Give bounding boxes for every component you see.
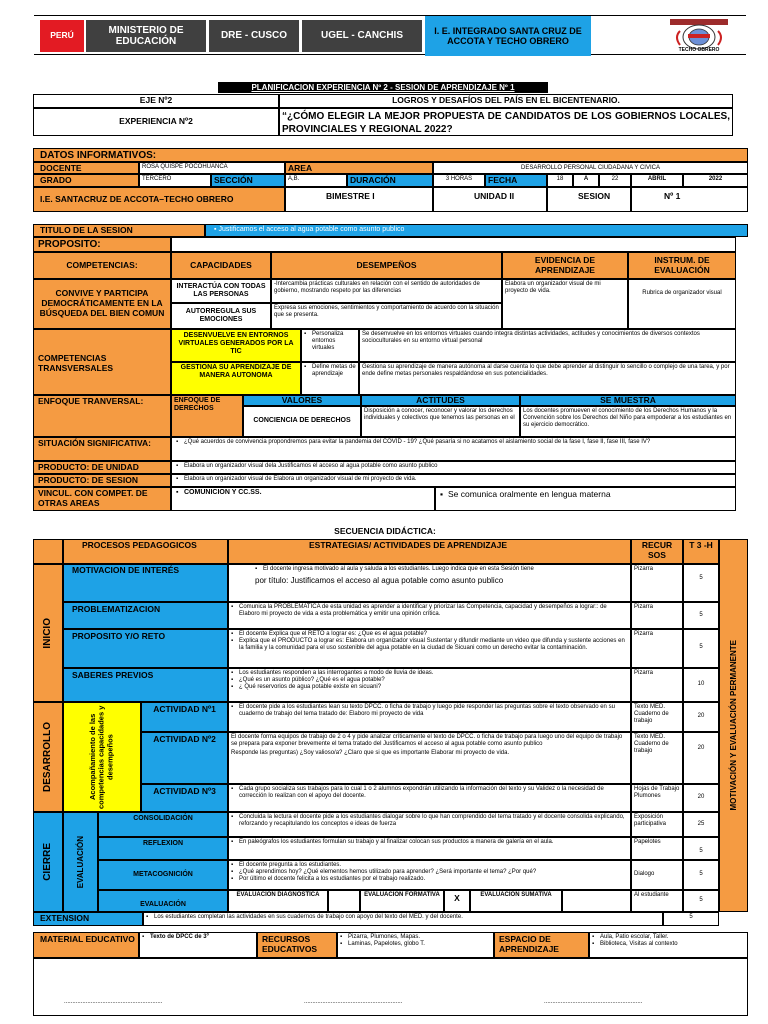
recursos-value1: ▪ Pizarra, Plumones, Mapas. (340, 934, 491, 941)
row-act1-rec: Texto MED. Cuaderno de trabajo (631, 702, 683, 732)
transversales-label: COMPETENCIAS TRANSVERSALES (33, 329, 171, 395)
duracion-value: 3 HORAS (433, 174, 485, 187)
h-desempenos: DESEMPEÑOS (271, 252, 502, 279)
situacion-value (171, 437, 736, 461)
unidad: UNIDAD II (433, 187, 547, 212)
h-capacidades: CAPACIDADES (171, 252, 271, 279)
row-motivacion-text1: ▪ El docente ingresa motivado al aula y saluda a los estudiantes. Luego indica que en esta Sesión tiene (255, 566, 628, 573)
row-reflexion-text1: ▪ En paleógrafos los estudiantes formulan su trabajo y al finalizar colocan sus productos a manera de galería en el aula. (231, 839, 628, 846)
instrum-1: Rubrica de organizador visual (628, 279, 736, 329)
row-motivacion-t: 5 (683, 564, 719, 602)
row-consolidacion-text (228, 812, 631, 837)
row-metacognicion-rec: Dialogo (631, 860, 683, 890)
h-competencias: COMPETENCIAS: (33, 252, 171, 279)
vincul-se-comunica-text: ▪ Se comunica oralmente en lengua materna (440, 490, 733, 500)
eval-x-mark: X (444, 890, 470, 912)
h-muestra: SE MUESTRA (520, 395, 736, 406)
titulo-sesion-value: ▪ Justificamos el acceso al agua potable como asunto publico (205, 224, 748, 237)
material-value (139, 932, 257, 958)
school-logo (666, 17, 732, 55)
cap-desenvuelve: DESENVUELVE EN ENTORNOS VIRTUALES GENERADOS POR LA TIC (171, 329, 301, 362)
espacio-value2: ▪ Biblioteca, Visitas al contexto (592, 941, 745, 948)
row-act1-text1: ▪ El docente pide a los estudiantes lean su texto DPCC. o ficha de trabajo y luego pide responder las preguntas sobre el texto observado en su cuaderno de trabajo del tema tratado de: Elaboro mi proyecto de vida (231, 704, 628, 718)
enfoque-label: ENFOQUE TRANVERSAL: (33, 395, 171, 437)
row-act3-text1: ▪ Cada grupo socializa sus trabajos para lo cual 1 o 2 alumnos expondrán utilizando la información del texto y su Validez o la necesidad de corrección lo realizan con el apoyo del docente. (231, 786, 628, 800)
seq-h-estrategias: ESTRATEGIAS/ ACTIVIDADES DE APRENDIZAJE (228, 539, 631, 564)
cap-autorregula: AUTORREGULA SUS EMOCIONES (171, 303, 271, 329)
ugel-label: UGEL - CANCHIS (302, 20, 422, 52)
h-evidencia: EVIDENCIA DE APRENDIZAJE (502, 252, 628, 279)
eval-diagnostica: EVALUACION DIAGNOSTICA (228, 890, 328, 912)
cap-gestiona: GESTIONA SU APRENDIZAJE DE MANERA AUTONOMA (171, 362, 301, 395)
row-problematizacion-t: 5 (683, 602, 719, 629)
fecha-dia: 18 (547, 174, 573, 187)
firma-line-1: ........................................................... (64, 999, 163, 1005)
area-value: DESARROLLO PERSONAL CIUDADANA Y CIVICA (433, 162, 748, 174)
des-intercambia: -Intercambia prácticas culturales en relación con el sentido de autoridades de gobierno, mostrando respeto por las diferencias (271, 279, 502, 303)
docente-value: ROSA QUISPE POCOHUANCA (139, 162, 285, 174)
row-motivacion-text (228, 564, 631, 602)
header-bar (34, 15, 746, 55)
eje-label: EJE Nº2 (33, 94, 279, 108)
item-personaliza-text: ▪ Personaliza entornos virtuales (304, 331, 356, 352)
actitud-text: Disposición a conocer, reconocer y valorar los derechos individuales y colectivos que tenemos las personas en el (361, 406, 520, 437)
peru-label: PERÚ (40, 20, 84, 52)
producto-unidad-label: PRODUCTO: DE UNIDAD (33, 461, 171, 474)
row-metacognicion-text1: ▪ El docente pregunta a los estudiantes. (231, 862, 628, 869)
row-reflexion-label: REFLEXION (98, 837, 228, 860)
des-expresa: Expresa sus emociones, sentimientos y comportamiento de acuerdo con la situación que se presenta. (271, 303, 502, 329)
phase-cierre (33, 812, 63, 912)
firma-line-2: ........................................................... (304, 999, 403, 1005)
row-extension-label: EXTENSION (33, 912, 143, 926)
h-actitudes: ACTITUDES (361, 395, 520, 406)
material-label: MATERIAL EDUCATIVO (33, 932, 139, 958)
eval-diag-box (328, 890, 360, 912)
row-act3-label: ACTIVIDAD Nº3 (141, 784, 228, 812)
datos-heading: DATOS INFORMATIVOS: (33, 148, 748, 162)
row-motivacion-rec: Pizarra (631, 564, 683, 602)
row-saberes-t: 10 (683, 668, 719, 702)
ministerio-label: MINISTERIO DE EDUCACIÓN (86, 20, 206, 52)
row-metacognicion-text2: ▪ ¿Qué aprendimos hoy? ¿Qué elementos hemos utilizado para aprender? ¿Será importante el tema? ¿Por qué? (231, 869, 628, 876)
situacion-text: ▪ ¿Qué acuerdos de convivencia propondremos para evitar la pandemia del COVID - 19? ¿Qué pasaría si no acatamos el aislamiento social de la fase I, fase II, fase III, fase IV? (176, 439, 733, 446)
producto-unidad-value (171, 461, 736, 474)
item-define (301, 362, 359, 395)
row-reflexion-t: 5 (683, 837, 719, 860)
sesion-value: Nº 1 (631, 187, 748, 212)
enfoque-derechos: ENFOQUE DE DERECHOS (171, 395, 243, 437)
fecha-anio: 2022 (683, 174, 748, 187)
des-desenvuelve: Se desenvuelve en los entornos virtuales cuando integra distintas actividades, actitudes y conocimientos de diversos contextos socioculturales en su entorno virtual personal (359, 329, 736, 362)
row-consolidacion-label: CONSOLIDACIÓN (98, 812, 228, 837)
proposito-value (171, 237, 736, 252)
secuencia-title: SECUENCIA DIDÁCTICA: (334, 526, 436, 536)
row-extension-t: 5 (663, 912, 719, 926)
producto-unidad-text: ▪ Elabora un organizador visual dela Justificamos el acceso al agua potable como asunto publico (176, 463, 733, 470)
row-saberes-text2: ▪ ¿Qué es un asunto público? ¿Qué es el agua potable? (231, 677, 628, 684)
row-saberes-text1: ▪ Los estudiantes responden a las interrogantes a modo de lluvia de ideas. (231, 670, 628, 677)
espacio-label: ESPACIO DE APRENDIZAJE (494, 932, 589, 958)
row-metacognicion-label: METACOGNICIÓN (98, 860, 228, 890)
row-evaluacion-rec: Al estudiante (631, 890, 683, 912)
seccion-label: SECCIÓN (211, 174, 285, 187)
muestra-text: Los docentes promueven el conocimiento de los Derechos Humanos y la Convención sobre los Derechos del Niño para empoderar a los estudiantes en su ejercicio democrático. (520, 406, 736, 437)
producto-sesion-text: ▪ Elabora un organizador visual de Elabora un organizador visual de mi proyecto de vida. (176, 476, 733, 483)
producto-sesion-label: PRODUCTO: DE SESION (33, 474, 171, 487)
fecha-a: A (573, 174, 599, 187)
row-saberes-rec: Pizarra (631, 668, 683, 702)
recursos-value2: ▪ Laminas, Papelotes, globo T. (340, 941, 491, 948)
row-act2-text1: El docente forma equipos de trabajo de 2 o 4 y pide analizar críticamente el texto de DPCC. o ficha de trabajo para luego uno del equipo de trabajo se prepara para exponer brevemente el tema tratado del Justificamos el acceso al agua potable como asunto publico (231, 734, 623, 747)
row-saberes-text (228, 668, 631, 702)
row-extension-text (143, 912, 663, 926)
duracion-label: DURACIÓN (347, 174, 433, 187)
row-proposito-t: 5 (683, 629, 719, 668)
item-define-text: ▪ Define metas de aprendizaje (304, 364, 356, 378)
row-consolidacion-t: 25 (683, 812, 719, 837)
phase-desarrollo (33, 702, 63, 812)
des-gestiona: Gestiona su aprendizaje de manera autónoma al darse cuenta lo que debe aprender al distinguir lo sencillo o complejo de una tarea, y por ende define metas personales respaldándose en sus potencialidades. (359, 362, 736, 395)
phase-inicio-text: INICIO (42, 617, 54, 649)
espacio-value (589, 932, 748, 958)
row-proposito-text (228, 629, 631, 668)
recursos-value (337, 932, 494, 958)
row-saberes-label: SABERES PREVIOS (63, 668, 228, 702)
phase-cierre-text: CIERRE (42, 843, 54, 881)
row-motivacion-label: MOTIVACION DE INTERÉS (63, 564, 228, 602)
row-problematizacion-text (228, 602, 631, 629)
firma-line-3: ........................................................... (544, 999, 643, 1005)
eval-formativa: EVALUACION FORMATIVA (360, 890, 444, 912)
seccion-value: A,B. (285, 174, 347, 187)
page-title: PLANIFICACION EXPERIENCIA Nº 2 - SESION DE APRENDIZAJE Nº 1 (218, 82, 548, 93)
row-act2-rec: Texto MED. Cuaderno de trabajo (631, 732, 683, 784)
row-reflexion-text (228, 837, 631, 860)
row-act1-t: 20 (683, 702, 719, 732)
row-metacognicion-t: 5 (683, 860, 719, 890)
row-proposito-text1: ▪ El docente Explica que el RETO a lograr es: ¿Que es el agua potable? (231, 631, 628, 638)
logo-text: TECHO OBRERO (678, 47, 720, 53)
row-act3-t: 20 (683, 784, 719, 812)
dre-label: DRE - CUSCO (209, 20, 299, 52)
area-label: AREA (285, 162, 433, 174)
row-act2-text2: Responde las preguntas) ¿Soy valioso/a? ¿Claro que si que es importante Elaborar mi proyecto de vida. (231, 749, 510, 756)
proposito-label: PROPOSITO: (33, 237, 171, 252)
row-act2-text (228, 732, 631, 784)
row-reflexion-rec: Papelotes (631, 837, 683, 860)
situacion-label: SITUACIÓN SIGNIFICATIVA: (33, 437, 171, 461)
row-metacognicion-text3: ▪ Por último el docente felicita a los estudiantes por el trabajo realizado. (231, 876, 628, 883)
h-valores: VALORES (243, 395, 361, 406)
row-act3-text (228, 784, 631, 812)
row-problematizacion-text1: ▪ Comunica la PROBLEMATICA de esta unidad es aprender a identificar y priorizar las Competencia, capacidad y desempeños a lograr:: de Elaboro mi proyecto de vida a esta problemática y emitir una opinión crítica. (231, 604, 628, 618)
evaluacion-side (63, 812, 98, 912)
row-problematizacion-label: PROBLEMATIZACION (63, 602, 228, 629)
eval-sum-box (562, 890, 631, 912)
seq-h-tiempo: T 3 -H (683, 539, 719, 564)
row-motivacion-text2: por título: Justificamos el acceso al agua potable como asunto publico (255, 575, 504, 585)
fecha-label: FECHA (485, 174, 547, 187)
espacio-value1: ▪ Aula, Patio escolar, Taller. (592, 934, 745, 941)
grado-label: GRADO (33, 174, 139, 187)
h-instrum: INSTRUM. DE EVALUACIÓN (628, 252, 736, 279)
item-personaliza (301, 329, 359, 362)
seq-h-recursos: RECUR SOS (631, 539, 683, 564)
row-consolidacion-rec: Exposición participativa (631, 812, 683, 837)
producto-sesion-value (171, 474, 736, 487)
motivacion-permanente (719, 539, 748, 912)
row-consolidacion-text1: ▪ Concluida la lectura el docente pide a los estudiantes dialogar sobre lo que han comprendido del tema tratado y el docente consolida explicando, reforzando y recapitulando los conceptos e ideas de fuerza (231, 814, 628, 828)
evidencia-1: Elabora un organizador visual de mi proyecto de vida. (502, 279, 628, 329)
row-metacognicion-text (228, 860, 631, 890)
motivacion-permanente-text: MOTIVACIÓN Y EVALUACIÓN PERMANENTE (728, 640, 738, 811)
row-act1-label: ACTIVIDAD Nº1 (141, 702, 228, 732)
eval-sumativa: EVALUACION SUMATIVA (470, 890, 562, 912)
row-extension-text1: ▪ Los estudiantes completan las actividades en sus cuadernos de trabajo con apoyo del texto del MED. y del docente. (146, 914, 660, 921)
row-act3-rec: Hojas de Trabajo Plumones (631, 784, 683, 812)
row-proposito-text2: ▪ Explica que el PRODUCTO a lograr es: Elabora un organizador visual Sustentar y difundir mediante un video que difunda y sustente acciones en la familia y la comunidad para el uso sostenible del agua potable en la ciudad de Sicuani como un derecho evitar la contaminación. (231, 638, 628, 652)
seq-h-corner (33, 539, 63, 564)
fecha-mes: ABRIL (631, 174, 683, 187)
ie-label: I. E. INTEGRADO SANTA CRUZ DE ACCOTA Y TECHO OBRERO (425, 16, 591, 56)
row-act1-text (228, 702, 631, 732)
experiencia-label: EXPERIENCIA Nº2 (33, 108, 279, 136)
competencia-convive: CONVIVE Y PARTICIPA DEMOCRÁTICAMENTE EN LA BÚSQUEDA DEL BIEN COMUN (33, 279, 171, 329)
row-saberes-text3: ▪ ¿ Qué reservorios de agua potable existe en sicuani? (231, 684, 628, 691)
fecha-dia2: 22 (599, 174, 631, 187)
phase-desarrollo-text: DESARROLLO (42, 722, 54, 792)
grado-value: TERCERO (139, 174, 211, 187)
recursos-label: RECURSOS EDUCATIVOS (257, 932, 337, 958)
phase-inicio (33, 564, 63, 702)
bimestre: BIMESTRE I (285, 187, 433, 212)
row-proposito-rec: Pizarra (631, 629, 683, 668)
evaluacion-side-text: EVALUACIÓN (75, 835, 85, 889)
row-evaluacion-t: 5 (683, 890, 719, 912)
titulo-sesion-label: TITULO DE LA SESION (33, 224, 205, 237)
ie-nombre: I.E. SANTACRUZ DE ACCOTA–TECHO OBRERO (33, 187, 285, 212)
row-proposito-label: PROPOSITO Y/O RETO (63, 629, 228, 668)
titulo-sesion-text: Justificamos el acceso al agua potable como asunto publico (218, 226, 405, 233)
valor-conciencia: CONCIENCIA DE DERECHOS (243, 406, 361, 437)
vincul-comunicion (171, 487, 435, 511)
docente-label: DOCENTE (33, 162, 139, 174)
row-problematizacion-rec: Pizarra (631, 602, 683, 629)
row-act2-t: 20 (683, 732, 719, 784)
vincul-comunicion-text: ▪ COMUNICION Y CC.SS. (176, 489, 432, 497)
vincul-label: VINCUL. CON COMPET. DE OTRAS AREAS (33, 487, 171, 511)
sesion-label: SESION (547, 187, 631, 212)
acompanamiento (63, 702, 141, 812)
firmas-box (33, 958, 748, 1016)
row-act2-label: ACTIVIDAD Nº2 (141, 732, 228, 784)
acompanamiento-text: Acompañamiento de las competencias capacidades y desempeños (88, 705, 115, 809)
vincul-se-comunica (435, 487, 736, 511)
seq-h-procesos: PROCESOS PEDAGOGICOS (63, 539, 228, 564)
eje-value: LOGROS Y DESAFÍOS DEL PAÍS EN EL BICENTENARIO. (279, 94, 733, 108)
row-evaluacion-label: EVALUACIÓN (98, 890, 228, 912)
cap-interactua: INTERACTÚA CON TODAS LAS PERSONAS (171, 279, 271, 303)
experiencia-value: “¿CÓMO ELEGIR LA MEJOR PROPUESTA DE CANDIDATOS DE LOS GOBIERNOS LOCALES, PROVINCIALES Y REGIONAL 2022? (279, 108, 733, 136)
material-value-text: ▪ Texto de DPCC de 3º (142, 934, 254, 941)
